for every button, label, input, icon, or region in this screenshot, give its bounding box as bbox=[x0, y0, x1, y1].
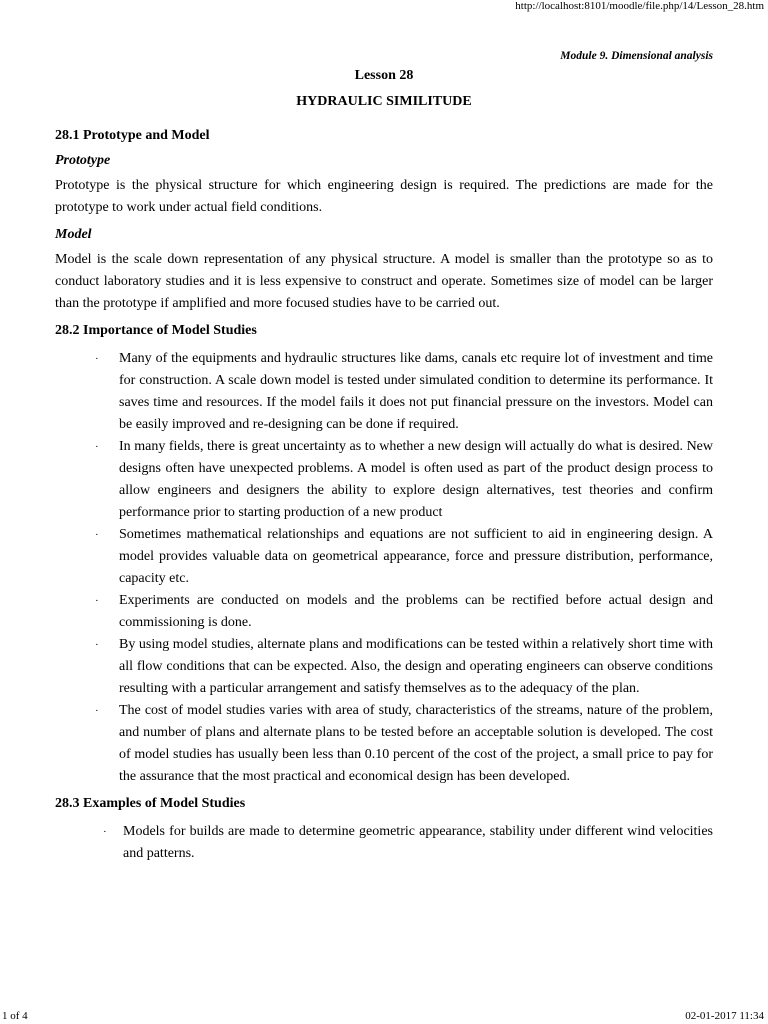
list-item-text: Experiments are conducted on models and the problems can be rectified before actual design and commissioning is done. bbox=[119, 593, 713, 630]
bullet-icon: · bbox=[95, 353, 99, 365]
lesson-title: HYDRAULIC SIMILITUDE bbox=[296, 94, 472, 109]
list-item-text: The cost of model studies varies with area of study, characteristics of the streams, nature of the problem, and number of plans and alternate plans to be tested before an acceptable solution is developed. The cost of model studies has usually been less than 0.10 percent of the cost of the project, a small price to pay for the assurance that the most practical and economical design has been developed. bbox=[119, 703, 713, 784]
bullet-icon: · bbox=[95, 705, 99, 717]
section-heading-examples: 28.3 Examples of Model Studies bbox=[55, 796, 246, 811]
list-item-text: In many fields, there is great uncertainty as to whether a new design will actually do what is desired. New designs often have unexpected problems. A model is often used as part of the product design process to allow engineers and designers the ability to explore design alternatives, test theories and confirm performance prior to starting production of a new product bbox=[119, 439, 713, 520]
page-number: 1 of 4 bbox=[2, 1010, 28, 1022]
subheading-model: Model bbox=[55, 227, 92, 242]
list-item bbox=[55, 590, 713, 634]
list-item bbox=[55, 634, 713, 700]
list-item-text: Many of the equipments and hydraulic structures like dams, canals etc require lot of investment and time for construction. A scale down model is tested under simulated condition to determine its performance. It saves time and resources. If the model fails it does not put financial pressure on the investors. Model can be easily improved and re-designing can be done if required. bbox=[119, 351, 713, 432]
page-url: http://localhost:8101/moodle/file.php/14/Lesson_28.htm bbox=[515, 0, 764, 12]
list-item bbox=[55, 436, 713, 524]
model-paragraph: Model is the scale down representation of any physical structure. A model is smaller than the prototype so as to conduct laboratory studies and it is less expensive to construct and operate. Sometimes size of model can be larger than the prototype if amplified and more focused studies have to be carried out. bbox=[55, 252, 713, 311]
module-label: Module 9. Dimensional analysis bbox=[560, 50, 713, 62]
list-item-text: Models for builds are made to determine geometric appearance, stability under different wind velocities and patterns. bbox=[123, 824, 713, 861]
list-item bbox=[55, 700, 713, 788]
list-item-text: By using model studies, alternate plans and modifications can be tested within a relatively short time with all flow conditions that can be expected. Also, the design and operating engineers can observe conditions resulting with a particular arrangement and satisfy themselves as to the adequacy of the plan. bbox=[119, 637, 713, 696]
list-item bbox=[55, 524, 713, 590]
section-heading-prototype-and-model: 28.1 Prototype and Model bbox=[55, 128, 210, 143]
prototype-paragraph: Prototype is the physical structure for which engineering design is required. The predictions are made for the prototype to work under actual field conditions. bbox=[55, 178, 713, 215]
importance-list bbox=[55, 348, 713, 788]
list-item bbox=[55, 821, 713, 865]
section-heading-importance: 28.2 Importance of Model Studies bbox=[55, 323, 257, 338]
lesson-label: Lesson 28 bbox=[354, 68, 414, 83]
bullet-icon: · bbox=[95, 529, 99, 541]
bullet-icon: · bbox=[103, 826, 107, 838]
examples-list bbox=[55, 821, 713, 865]
list-item-text: Sometimes mathematical relationships and equations are not sufficient to aid in engineering design. A model provides valuable data on geometrical appearance, force and pressure distribution, performance, capacity etc. bbox=[119, 527, 713, 586]
bullet-icon: · bbox=[95, 639, 99, 651]
list-item bbox=[55, 348, 713, 436]
subheading-prototype: Prototype bbox=[55, 153, 111, 168]
document-body bbox=[55, 50, 713, 865]
print-timestamp: 02-01-2017 11:34 bbox=[685, 1010, 764, 1022]
bullet-icon: · bbox=[95, 595, 99, 607]
bullet-icon: · bbox=[95, 441, 99, 453]
